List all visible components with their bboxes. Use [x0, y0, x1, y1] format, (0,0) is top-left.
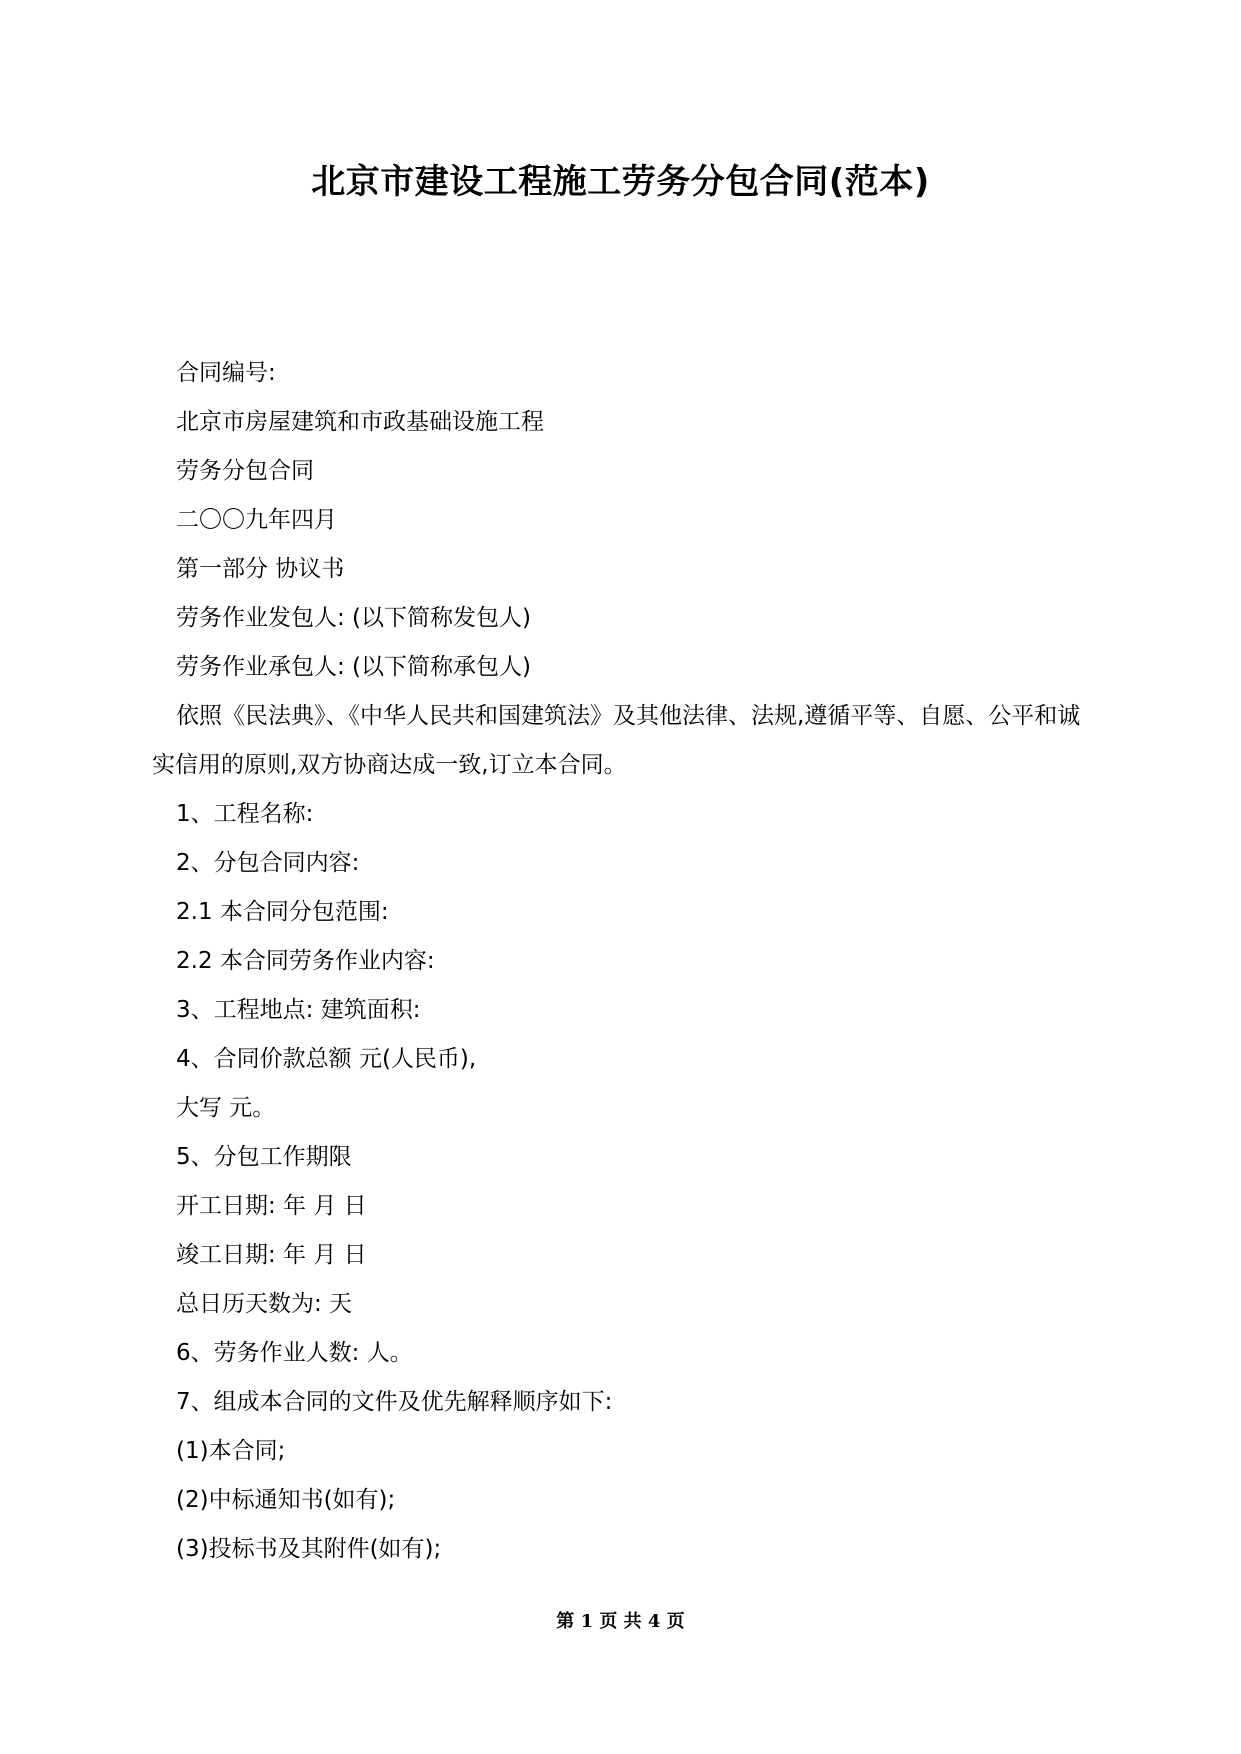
- paragraph-subcontract-content: 2、分包合同内容:: [176, 850, 360, 876]
- paragraph-price-in-words: 大写 元。: [176, 1095, 276, 1121]
- paragraph-contract-type: 劳务分包合同: [176, 458, 314, 484]
- document-title: 北京市建设工程施工劳务分包合同(范本): [311, 162, 930, 202]
- paragraph-employer: 劳务作业发包人: (以下简称发包人): [176, 605, 532, 631]
- page-number-footer: 第 1 页 共 4 页: [556, 1611, 685, 1632]
- paragraph-worker-count: 6、劳务作业人数: 人。: [176, 1340, 413, 1366]
- paragraph-project-location: 3、工程地点: 建筑面积:: [176, 997, 421, 1023]
- document-body: [152, 349, 1100, 1574]
- paragraph-subcontract-scope: 2.1 本合同分包范围:: [176, 899, 389, 925]
- paragraph-part-one-heading: 第一部分 协议书: [176, 556, 345, 582]
- paragraph-legal-basis: 依照《民法典》、《中华人民共和国建筑法》及其他法律、法规,遵循平等、自愿、公平和诚实信用的原则,双方协商达成一致,订立本合同。: [152, 703, 1081, 778]
- paragraph-project-category: 北京市房屋建筑和市政基础设施工程: [176, 409, 544, 435]
- paragraph-contract-number: 合同编号:: [176, 360, 276, 386]
- paragraph-total-days: 总日历天数为: 天: [176, 1291, 353, 1317]
- paragraph-work-period: 5、分包工作期限: [176, 1144, 352, 1170]
- paragraph-order-item-1: (1)本合同;: [176, 1438, 286, 1464]
- paragraph-contract-price: 4、合同价款总额 元(人民币),: [176, 1046, 477, 1072]
- paragraph-labor-content: 2.2 本合同劳务作业内容:: [176, 948, 435, 974]
- paragraph-order-item-2: (2)中标通知书(如有);: [176, 1487, 396, 1513]
- paragraph-completion-date: 竣工日期: 年 月 日: [176, 1242, 367, 1268]
- paragraph-date: 二〇〇九年四月: [176, 507, 337, 533]
- paragraph-order-item-3: (3)投标书及其附件(如有);: [176, 1536, 442, 1562]
- paragraph-contractor: 劳务作业承包人: (以下简称承包人): [176, 654, 532, 680]
- paragraph-document-order: 7、组成本合同的文件及优先解释顺序如下:: [176, 1389, 613, 1415]
- paragraph-project-name: 1、工程名称:: [176, 801, 314, 827]
- paragraph-start-date: 开工日期: 年 月 日: [176, 1193, 367, 1219]
